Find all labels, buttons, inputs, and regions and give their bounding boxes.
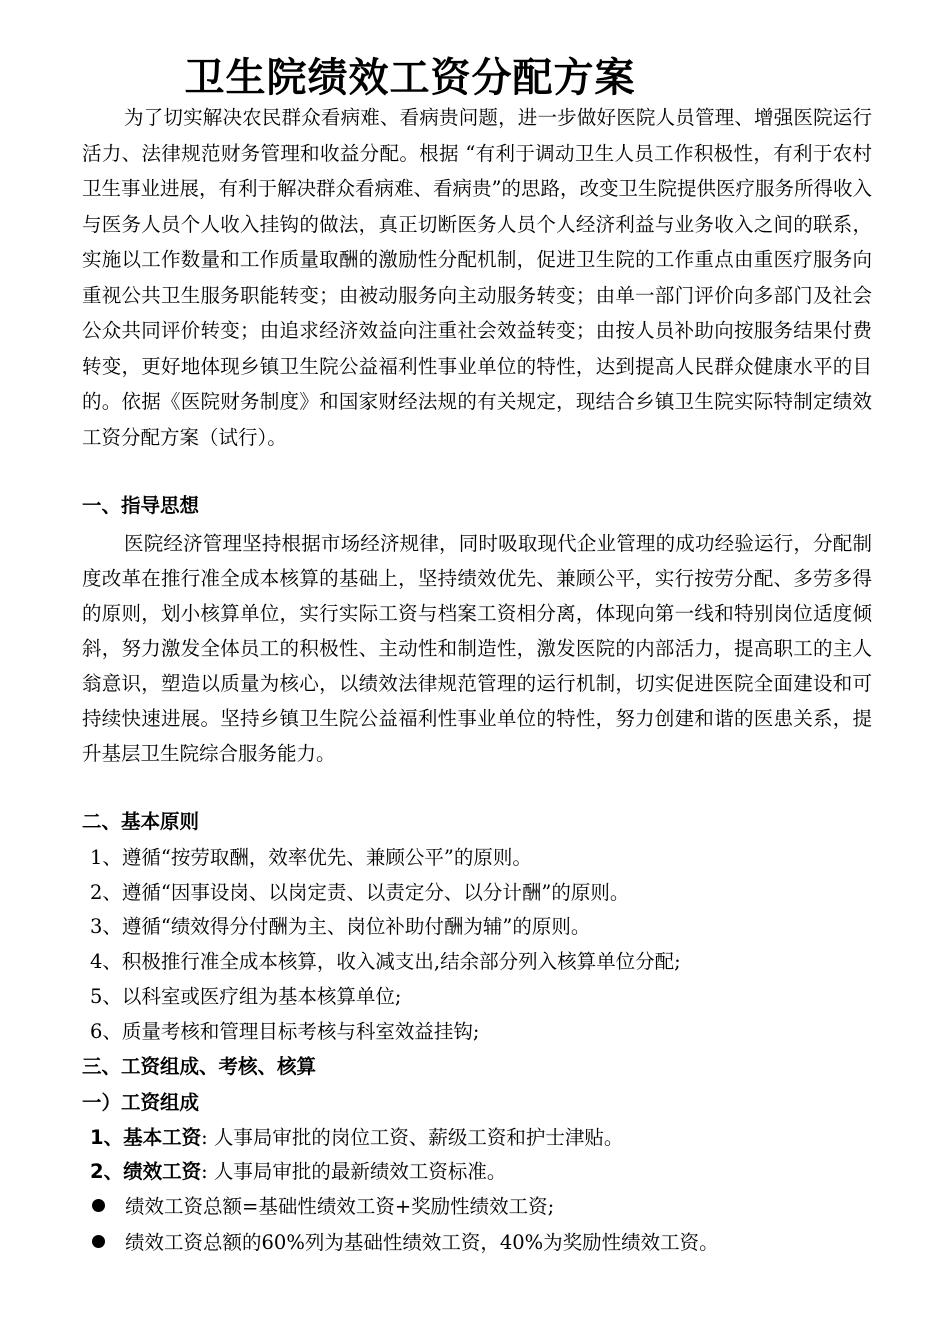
bullet-item [92,1190,872,1224]
section-1-body: 医院经济管理坚持根据市场经济规律，同时吸取现代企业管理的成功经验运行，分配制度改革在推行准全成本核算的基础上，坚持绩效优先、兼顾公平，实行按劳分配、多劳多得的原则，划小核算单位，实行实际工资与档案工资相分离，体现向第一线和特别岗位适度倾斜，努力激发全体员工的积极性、主动性和制造性，激发医院的内部活力，提高职工的主人翁意识，塑造以质量为核心，以绩效法律规范管理的运行机制，切实促进医院全面建设和可持续快速进展。坚持乡镇卫生院公益福利性事业单位的特性，努力创建和谐的医患关系，提升基层卫生院综合服务能力。 [82,532,872,765]
salary-item-text: : 人事局审批的最新绩效工资标准。 [201,1160,507,1183]
salary-item-text: : 人事局审批的岗位工资、薪级工资和护士津贴。 [201,1126,624,1149]
principle-item: 1、遵循“按劳取酬，效率优先、兼顾公平”的原则。 [90,846,532,869]
principle-item: 5、以科室或医疗组为基本核算单位; [90,985,402,1008]
bullet-item [92,1226,872,1260]
salary-item-performance [90,1155,870,1189]
salary-item-basic [90,1121,870,1155]
principle-item: 3、遵循“绩效得分付酬为主、岗位补助付酬为辅”的原则。 [90,915,591,938]
principle-item: 2、遵循“因事设岗、以岗定责、以责定分、以分计酬”的原则。 [90,881,630,904]
principle-item: 4、积极推行准全成本核算，收入减支出,结余部分列入核算单位分配; [90,950,681,973]
section-3-heading: 三、工资组成、考核、核算 [82,1055,317,1078]
section-2-heading: 二、基本原则 [82,810,200,833]
subsection-1-heading: 一）工资组成 [82,1091,200,1114]
intro-paragraph: 为了切实解决农民群众看病难、看病贵问题，进一步做好医院人员管理、增强医院运行活力、法律规范财务管理和收益分配。根据 “有利于调动卫生人员工作积极性，有利于农村卫生事业进展，有利于解决群众看病难、看病贵”的思路，改变卫生院提供医疗服务所得收入与医务人员个人收入挂钩的做法，真正切断医务人员个人经济利益与业务收入之间的联系，实施以工作数量和工作质量取酬的激励性分配机制，促进卫生院的工作重点由重医疗服务向重视公共卫生服务职能转变；由被动服务向主动服务转变；由单一部门评价向多部门及社会公众共同评价转变；由追求经济效益向注重社会效益转变；由按人员补助向按服务结果付费转变，更好地体现乡镇卫生院公益福利性事业单位的特性，达到提高人民群众健康水平的目的。依据《医院财务制度》和国家财经法规的有关规定，现结合乡镇卫生院实际特制定绩效工资分配方案（试行）。 [82,106,872,449]
bullet-dot-icon [92,1235,105,1248]
bullet-text: 绩效工资总额=基础性绩效工资+奖励性绩效工资; [125,1195,555,1218]
bullet-text: 绩效工资总额的60%列为基础性绩效工资，40%为奖励性绩效工资。 [125,1231,719,1254]
bullet-dot-icon [92,1199,105,1212]
document-title: 卫生院绩效工资分配方案 [184,55,636,101]
section-1-heading: 一、指导思想 [82,494,200,517]
principle-item: 6、质量考核和管理目标考核与科室效益挂钩; [90,1020,480,1043]
salary-item-label: 2、绩效工资 [90,1160,202,1183]
salary-item-label: 1、基本工资 [90,1126,202,1149]
